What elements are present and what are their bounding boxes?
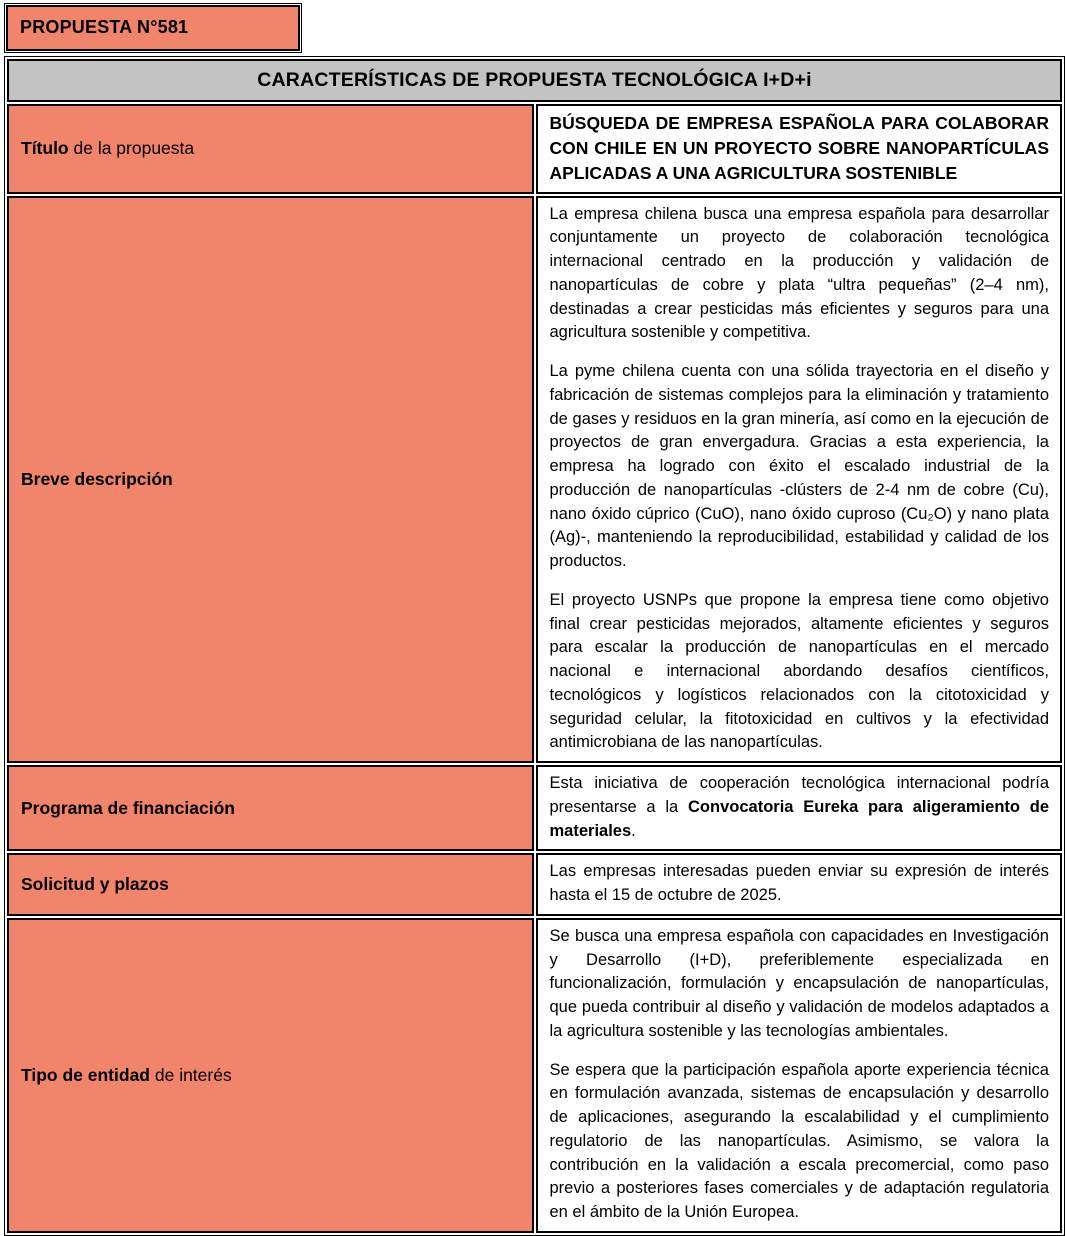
proposal-characteristics-table <box>4 56 1065 1236</box>
breve-paragraph-2: La pyme chilena cuenta con una sólida trayectoria en el diseño y fabricación de sistemas complejos para la eliminación y tratamiento de gases y residuos en la gran minería, así como en la ejecución de proyectos de gran envergadura. Gracias a esta experiencia, la empresa ha logrado con éxito el escalado industrial de la producción de nanopartículas -clústers de 2-4 nm de cobre (Cu), nano óxido cúprico (CuO), nano óxido cuproso (Cu₂O) y nano plata (Ag)-, manteniendo la reproducibilidad, estabilidad y calidad de los productos. <box>549 362 1049 571</box>
table-row-breve-descripcion <box>7 196 1062 764</box>
programa-label-cell <box>7 765 534 851</box>
table-header-row <box>7 59 1062 102</box>
breve-label-bold: Breve descripción <box>21 468 173 489</box>
programa-content-suffix: . <box>631 821 636 840</box>
titulo-label-cell <box>7 104 534 194</box>
proposal-number-label: PROPUESTA N°581 <box>6 5 300 51</box>
titulo-label-rest: de la propuesta <box>68 138 195 159</box>
breve-paragraph-1: La empresa chilena busca una empresa española para desarrollar conjuntamente un proyecto de colaboración tecnológica internacional centrado en la producción y validación de nanopartículas de cobre y plata “ultra pequeñas” (2–4 nm), destinadas a crear pesticidas más eficientes y seguros para una agricultura sostenible y competitiva. <box>549 204 1049 342</box>
solicitud-content: Las empresas interesadas pueden enviar su expresión de interés hasta el 15 de octubre de 2025. <box>536 853 1063 916</box>
programa-content <box>536 765 1063 851</box>
titulo-content: BÚSQUEDA DE EMPRESA ESPAÑOLA PARA COLABORAR CON CHILE EN UN PROYECTO SOBRE NANOPARTÍCULAS APLICADAS A UNA AGRICULTURA SOSTENIBLE <box>536 104 1063 194</box>
tipo-paragraph-1: Se busca una empresa española con capacidades en Investigación y Desarrollo (I+D), preferiblemente especializada en funcionalización, formulación y encapsulación de nanopartículas, que pueda contribuir al diseño y validación de modelos adaptados a la agricultura sostenible y las tecnologías ambientales. <box>549 926 1049 1040</box>
tipo-label-cell <box>7 918 534 1233</box>
proposal-number-box <box>4 3 302 53</box>
programa-label-bold: Programa de financiación <box>21 797 235 818</box>
breve-content <box>536 196 1063 764</box>
table-row-programa-financiacion <box>7 765 1062 851</box>
solicitud-label-cell <box>7 853 534 916</box>
breve-paragraph-3: El proyecto USNPs que propone la empresa tiene como objetivo final crear pesticidas mejorados, altamente eficientes y seguros para escalar la producción de nanopartículas en el mercado nacional e internacional abordando desafíos científicos, tecnológicos y logísticos relacionados con la citotoxicidad y seguridad celular, la fitotoxicidad en cultivos y la efectividad antimicrobiana de las nanopartículas. <box>549 590 1049 752</box>
programa-content-regular: Esta iniciativa de cooperación tecnológica internacional podría presentarse a la <box>549 774 1049 816</box>
tipo-paragraph-2: Se espera que la participación española aporte experiencia técnica en formulación avanzada, sistemas de encapsulación y desarrollo de aplicaciones, asegurando la escalabilidad y el cumplimiento regulatorio de las nanopartículas. Asimismo, se valora la contribución en la validación a escala precomercial, como paso previo a posteriores fases comerciales y de adaptación regulatoria en el ámbito de la Unión Europea. <box>549 1060 1049 1222</box>
titulo-label-bold: Título <box>21 138 69 159</box>
characteristics-header: CARACTERÍSTICAS DE PROPUESTA TECNOLÓGICA I+D+i <box>7 59 1062 102</box>
breve-label-cell <box>7 196 534 764</box>
solicitud-label-bold: Solicitud y plazos <box>21 874 169 895</box>
tipo-label-bold: Tipo de entidad <box>21 1064 150 1085</box>
table-row-titulo <box>7 104 1062 194</box>
tipo-label-rest: de interés <box>150 1064 232 1085</box>
programa-content-bold: Convocatoria Eureka para aligeramiento de materiales <box>549 797 1050 840</box>
tipo-content <box>536 918 1063 1233</box>
table-row-tipo-entidad <box>7 918 1062 1233</box>
table-row-solicitud-plazos <box>7 853 1062 916</box>
